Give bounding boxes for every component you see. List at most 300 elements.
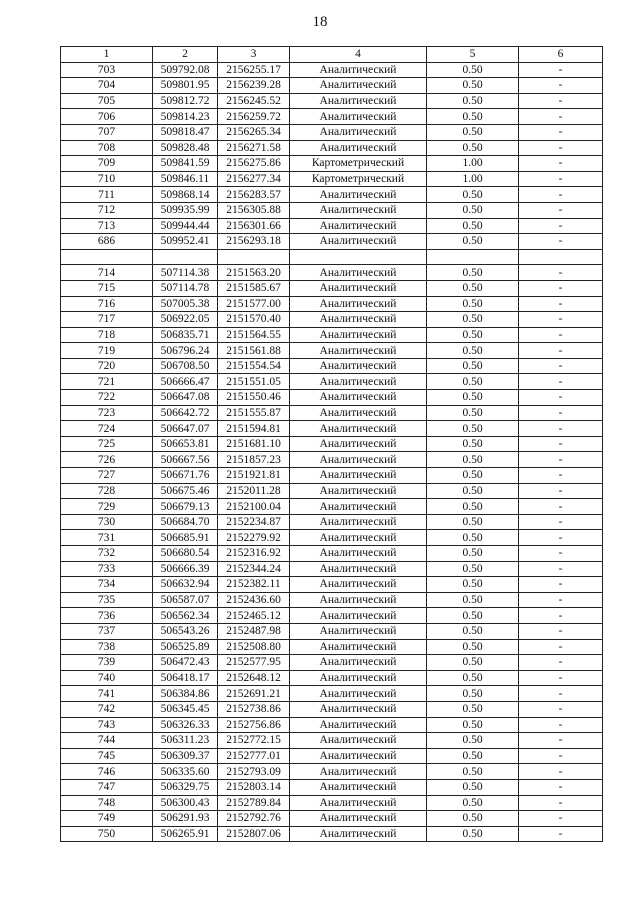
- note-cell: -: [519, 93, 603, 109]
- point-number-cell: 715: [61, 280, 153, 296]
- table-row: [61, 779, 603, 795]
- point-number-cell: 733: [61, 561, 153, 577]
- table-row: [61, 421, 603, 437]
- table-row: [61, 312, 603, 328]
- coordinates-table: [60, 46, 603, 842]
- y-coordinate-cell: 2156277.34: [218, 171, 290, 187]
- point-number-cell: 749: [61, 811, 153, 827]
- table-row: [61, 686, 603, 702]
- note-cell: -: [519, 811, 603, 827]
- point-number-cell: 729: [61, 499, 153, 515]
- method-cell: Аналитический: [290, 234, 427, 250]
- note-cell: -: [519, 717, 603, 733]
- table-row: [61, 795, 603, 811]
- note-cell: -: [519, 358, 603, 374]
- point-number-cell: 706: [61, 109, 153, 125]
- method-cell: Аналитический: [290, 670, 427, 686]
- point-number-cell: 739: [61, 655, 153, 671]
- x-coordinate-cell: 506472.43: [153, 655, 218, 671]
- point-number-cell: 735: [61, 592, 153, 608]
- accuracy-cell: 0.50: [427, 265, 519, 281]
- table-row: [61, 218, 603, 234]
- method-cell: [290, 249, 427, 265]
- accuracy-cell: 0.50: [427, 280, 519, 296]
- accuracy-cell: 0.50: [427, 78, 519, 94]
- point-number-cell: 740: [61, 670, 153, 686]
- note-cell: -: [519, 109, 603, 125]
- note-cell: -: [519, 686, 603, 702]
- method-cell: Аналитический: [290, 327, 427, 343]
- accuracy-cell: 1.00: [427, 171, 519, 187]
- accuracy-cell: 0.50: [427, 608, 519, 624]
- table-row: [61, 499, 603, 515]
- table-row: [61, 109, 603, 125]
- accuracy-cell: 0.50: [427, 124, 519, 140]
- y-coordinate-cell: 2152465.12: [218, 608, 290, 624]
- x-coordinate-cell: 506525.89: [153, 639, 218, 655]
- accuracy-cell: 0.50: [427, 701, 519, 717]
- method-cell: Аналитический: [290, 468, 427, 484]
- method-cell: Аналитический: [290, 530, 427, 546]
- method-cell: Аналитический: [290, 265, 427, 281]
- point-number-cell: 714: [61, 265, 153, 281]
- point-number-cell: 727: [61, 468, 153, 484]
- method-cell: Аналитический: [290, 405, 427, 421]
- method-cell: Картометрический: [290, 171, 427, 187]
- table-header: [61, 47, 603, 63]
- y-coordinate-cell: 2152756.86: [218, 717, 290, 733]
- x-coordinate-cell: 506345.45: [153, 701, 218, 717]
- x-coordinate-cell: 506679.13: [153, 499, 218, 515]
- table-row: [61, 140, 603, 156]
- y-coordinate-cell: 2152279.92: [218, 530, 290, 546]
- y-coordinate-cell: 2152648.12: [218, 670, 290, 686]
- accuracy-cell: 0.50: [427, 468, 519, 484]
- x-coordinate-cell: 509801.95: [153, 78, 218, 94]
- accuracy-cell: 0.50: [427, 826, 519, 842]
- note-cell: -: [519, 779, 603, 795]
- method-cell: Аналитический: [290, 795, 427, 811]
- table-row: [61, 62, 603, 78]
- accuracy-cell: 1.00: [427, 156, 519, 172]
- x-coordinate-cell: 509952.41: [153, 234, 218, 250]
- y-coordinate-cell: 2152803.14: [218, 779, 290, 795]
- y-coordinate-cell: 2152792.76: [218, 811, 290, 827]
- table-row: [61, 826, 603, 842]
- x-coordinate-cell: 506418.17: [153, 670, 218, 686]
- note-cell: -: [519, 436, 603, 452]
- table-row: [61, 592, 603, 608]
- table-row: [61, 577, 603, 593]
- note-cell: -: [519, 202, 603, 218]
- point-number-cell: 745: [61, 748, 153, 764]
- method-cell: Аналитический: [290, 561, 427, 577]
- x-coordinate-cell: 509818.47: [153, 124, 218, 140]
- x-coordinate-cell: 506265.91: [153, 826, 218, 842]
- note-cell: -: [519, 327, 603, 343]
- accuracy-cell: 0.50: [427, 390, 519, 406]
- y-coordinate-cell: 2151554.54: [218, 358, 290, 374]
- point-number-cell: 728: [61, 483, 153, 499]
- accuracy-cell: 0.50: [427, 62, 519, 78]
- y-coordinate-cell: 2152738.86: [218, 701, 290, 717]
- method-cell: Аналитический: [290, 514, 427, 530]
- note-cell: -: [519, 530, 603, 546]
- note-cell: -: [519, 546, 603, 562]
- y-coordinate-cell: 2151561.88: [218, 343, 290, 359]
- table-row: [61, 436, 603, 452]
- table-row: [61, 78, 603, 94]
- accuracy-cell: 0.50: [427, 327, 519, 343]
- table-row: [61, 717, 603, 733]
- table-row: [61, 623, 603, 639]
- page-number: 18: [312, 14, 328, 30]
- y-coordinate-cell: 2151550.46: [218, 390, 290, 406]
- x-coordinate-cell: 507005.38: [153, 296, 218, 312]
- y-coordinate-cell: 2152772.15: [218, 733, 290, 749]
- note-cell: -: [519, 296, 603, 312]
- method-cell: Аналитический: [290, 779, 427, 795]
- table-row: [61, 670, 603, 686]
- method-cell: Аналитический: [290, 764, 427, 780]
- note-cell: -: [519, 343, 603, 359]
- column-header-1: 1: [61, 47, 153, 63]
- x-coordinate-cell: 506667.56: [153, 452, 218, 468]
- x-coordinate-cell: 506335.60: [153, 764, 218, 780]
- point-number-cell: 726: [61, 452, 153, 468]
- x-coordinate-cell: 506680.54: [153, 546, 218, 562]
- y-coordinate-cell: 2156265.34: [218, 124, 290, 140]
- x-coordinate-cell: 506326.33: [153, 717, 218, 733]
- method-cell: Аналитический: [290, 436, 427, 452]
- x-coordinate-cell: 509841.59: [153, 156, 218, 172]
- note-cell: -: [519, 561, 603, 577]
- table-row: [61, 733, 603, 749]
- accuracy-cell: 0.50: [427, 93, 519, 109]
- point-number-cell: 723: [61, 405, 153, 421]
- method-cell: Аналитический: [290, 280, 427, 296]
- accuracy-cell: 0.50: [427, 639, 519, 655]
- x-coordinate-cell: 506384.86: [153, 686, 218, 702]
- note-cell: -: [519, 62, 603, 78]
- x-coordinate-cell: 506587.07: [153, 592, 218, 608]
- note-cell: -: [519, 405, 603, 421]
- y-coordinate-cell: 2152100.04: [218, 499, 290, 515]
- method-cell: Аналитический: [290, 343, 427, 359]
- accuracy-cell: 0.50: [427, 312, 519, 328]
- x-coordinate-cell: 506311.23: [153, 733, 218, 749]
- note-cell: -: [519, 374, 603, 390]
- note-cell: -: [519, 280, 603, 296]
- method-cell: Аналитический: [290, 748, 427, 764]
- y-coordinate-cell: 2151585.67: [218, 280, 290, 296]
- x-coordinate-cell: 506642.72: [153, 405, 218, 421]
- y-coordinate-cell: 2156239.28: [218, 78, 290, 94]
- point-number-cell: 731: [61, 530, 153, 546]
- accuracy-cell: 0.50: [427, 499, 519, 515]
- table-row: [61, 187, 603, 203]
- accuracy-cell: 0.50: [427, 358, 519, 374]
- table-row: [61, 561, 603, 577]
- method-cell: Аналитический: [290, 452, 427, 468]
- note-cell: -: [519, 514, 603, 530]
- y-coordinate-cell: 2151921.81: [218, 468, 290, 484]
- note-cell: [519, 249, 603, 265]
- accuracy-cell: 0.50: [427, 234, 519, 250]
- note-cell: -: [519, 639, 603, 655]
- method-cell: Аналитический: [290, 483, 427, 499]
- method-cell: Аналитический: [290, 608, 427, 624]
- y-coordinate-cell: 2151563.20: [218, 265, 290, 281]
- x-coordinate-cell: 506708.50: [153, 358, 218, 374]
- point-number-cell: 710: [61, 171, 153, 187]
- y-coordinate-cell: 2156255.17: [218, 62, 290, 78]
- accuracy-cell: 0.50: [427, 218, 519, 234]
- accuracy-cell: 0.50: [427, 452, 519, 468]
- point-number-cell: 711: [61, 187, 153, 203]
- method-cell: Аналитический: [290, 639, 427, 655]
- y-coordinate-cell: 2151555.87: [218, 405, 290, 421]
- method-cell: Аналитический: [290, 202, 427, 218]
- table-row: [61, 608, 603, 624]
- point-number-cell: 724: [61, 421, 153, 437]
- note-cell: -: [519, 468, 603, 484]
- note-cell: -: [519, 124, 603, 140]
- accuracy-cell: 0.50: [427, 733, 519, 749]
- accuracy-cell: 0.50: [427, 421, 519, 437]
- accuracy-cell: [427, 249, 519, 265]
- accuracy-cell: 0.50: [427, 811, 519, 827]
- y-coordinate-cell: 2151594.81: [218, 421, 290, 437]
- x-coordinate-cell: 509792.08: [153, 62, 218, 78]
- accuracy-cell: 0.50: [427, 592, 519, 608]
- accuracy-cell: 0.50: [427, 343, 519, 359]
- point-number-cell: 743: [61, 717, 153, 733]
- method-cell: Аналитический: [290, 717, 427, 733]
- table-row: [61, 343, 603, 359]
- table-row: [61, 124, 603, 140]
- x-coordinate-cell: 509944.44: [153, 218, 218, 234]
- method-cell: Картометрический: [290, 156, 427, 172]
- point-number-cell: 748: [61, 795, 153, 811]
- method-cell: Аналитический: [290, 312, 427, 328]
- table-row: [61, 655, 603, 671]
- accuracy-cell: 0.50: [427, 717, 519, 733]
- x-coordinate-cell: 506543.26: [153, 623, 218, 639]
- x-coordinate-cell: 509935.99: [153, 202, 218, 218]
- method-cell: Аналитический: [290, 93, 427, 109]
- y-coordinate-cell: 2156301.66: [218, 218, 290, 234]
- accuracy-cell: 0.50: [427, 530, 519, 546]
- column-header-4: 4: [290, 47, 427, 63]
- point-number-cell: 705: [61, 93, 153, 109]
- column-header-6: 6: [519, 47, 603, 63]
- table-body: [61, 62, 603, 842]
- accuracy-cell: 0.50: [427, 202, 519, 218]
- note-cell: -: [519, 156, 603, 172]
- method-cell: Аналитический: [290, 218, 427, 234]
- point-number-cell: 742: [61, 701, 153, 717]
- point-number-cell: 686: [61, 234, 153, 250]
- table-row: [61, 202, 603, 218]
- x-coordinate-cell: 506647.08: [153, 390, 218, 406]
- point-number-cell: 732: [61, 546, 153, 562]
- column-header-5: 5: [427, 47, 519, 63]
- point-number-cell: 734: [61, 577, 153, 593]
- table-row: [61, 327, 603, 343]
- y-coordinate-cell: 2156271.58: [218, 140, 290, 156]
- x-coordinate-cell: 506835.71: [153, 327, 218, 343]
- method-cell: Аналитический: [290, 187, 427, 203]
- table-row: [61, 280, 603, 296]
- table-row: [61, 93, 603, 109]
- y-coordinate-cell: 2152508.80: [218, 639, 290, 655]
- point-number-cell: 750: [61, 826, 153, 842]
- accuracy-cell: 0.50: [427, 779, 519, 795]
- y-coordinate-cell: 2151681.10: [218, 436, 290, 452]
- table-row: [61, 701, 603, 717]
- x-coordinate-cell: 507114.78: [153, 280, 218, 296]
- accuracy-cell: 0.50: [427, 514, 519, 530]
- note-cell: -: [519, 764, 603, 780]
- note-cell: -: [519, 826, 603, 842]
- table-row: [61, 483, 603, 499]
- method-cell: Аналитический: [290, 701, 427, 717]
- x-coordinate-cell: [153, 249, 218, 265]
- x-coordinate-cell: 509846.11: [153, 171, 218, 187]
- table-row: [61, 748, 603, 764]
- x-coordinate-cell: 506671.76: [153, 468, 218, 484]
- y-coordinate-cell: 2156283.57: [218, 187, 290, 203]
- method-cell: Аналитический: [290, 421, 427, 437]
- accuracy-cell: 0.50: [427, 686, 519, 702]
- note-cell: -: [519, 78, 603, 94]
- x-coordinate-cell: 506632.94: [153, 577, 218, 593]
- point-number-cell: 738: [61, 639, 153, 655]
- table-row: [61, 546, 603, 562]
- method-cell: Аналитический: [290, 655, 427, 671]
- table-row: [61, 514, 603, 530]
- table-row: [61, 639, 603, 655]
- note-cell: -: [519, 577, 603, 593]
- y-coordinate-cell: 2156275.86: [218, 156, 290, 172]
- note-cell: -: [519, 701, 603, 717]
- note-cell: -: [519, 748, 603, 764]
- y-coordinate-cell: 2152011.28: [218, 483, 290, 499]
- table-row: [61, 374, 603, 390]
- table-row: [61, 249, 603, 265]
- note-cell: -: [519, 655, 603, 671]
- y-coordinate-cell: 2156293.18: [218, 234, 290, 250]
- accuracy-cell: 0.50: [427, 764, 519, 780]
- point-number-cell: 736: [61, 608, 153, 624]
- point-number-cell: 721: [61, 374, 153, 390]
- method-cell: Аналитический: [290, 733, 427, 749]
- y-coordinate-cell: 2152789.84: [218, 795, 290, 811]
- note-cell: -: [519, 608, 603, 624]
- method-cell: Аналитический: [290, 686, 427, 702]
- table-row: [61, 156, 603, 172]
- accuracy-cell: 0.50: [427, 374, 519, 390]
- method-cell: Аналитический: [290, 577, 427, 593]
- point-number-cell: 718: [61, 327, 153, 343]
- accuracy-cell: 0.50: [427, 748, 519, 764]
- note-cell: -: [519, 795, 603, 811]
- y-coordinate-cell: 2152777.01: [218, 748, 290, 764]
- accuracy-cell: 0.50: [427, 577, 519, 593]
- method-cell: Аналитический: [290, 623, 427, 639]
- table-row: [61, 452, 603, 468]
- accuracy-cell: 0.50: [427, 670, 519, 686]
- note-cell: -: [519, 171, 603, 187]
- point-number-cell: 709: [61, 156, 153, 172]
- header-row: [61, 47, 603, 63]
- x-coordinate-cell: 506309.37: [153, 748, 218, 764]
- point-number-cell: 713: [61, 218, 153, 234]
- accuracy-cell: 0.50: [427, 436, 519, 452]
- point-number-cell: 712: [61, 202, 153, 218]
- point-number-cell: [61, 249, 153, 265]
- method-cell: Аналитический: [290, 499, 427, 515]
- method-cell: Аналитический: [290, 546, 427, 562]
- y-coordinate-cell: 2152382.11: [218, 577, 290, 593]
- x-coordinate-cell: 506300.43: [153, 795, 218, 811]
- x-coordinate-cell: 509868.14: [153, 187, 218, 203]
- y-coordinate-cell: 2152436.60: [218, 592, 290, 608]
- note-cell: -: [519, 483, 603, 499]
- point-number-cell: 719: [61, 343, 153, 359]
- x-coordinate-cell: 506922.05: [153, 312, 218, 328]
- point-number-cell: 722: [61, 390, 153, 406]
- note-cell: -: [519, 499, 603, 515]
- note-cell: -: [519, 187, 603, 203]
- point-number-cell: 737: [61, 623, 153, 639]
- note-cell: -: [519, 623, 603, 639]
- note-cell: -: [519, 312, 603, 328]
- method-cell: Аналитический: [290, 826, 427, 842]
- y-coordinate-cell: 2152487.98: [218, 623, 290, 639]
- point-number-cell: 704: [61, 78, 153, 94]
- table-row: [61, 811, 603, 827]
- y-coordinate-cell: 2156245.52: [218, 93, 290, 109]
- y-coordinate-cell: 2152316.92: [218, 546, 290, 562]
- note-cell: -: [519, 390, 603, 406]
- x-coordinate-cell: 506684.70: [153, 514, 218, 530]
- accuracy-cell: 0.50: [427, 623, 519, 639]
- column-header-2: 2: [153, 47, 218, 63]
- point-number-cell: 746: [61, 764, 153, 780]
- y-coordinate-cell: 2156259.72: [218, 109, 290, 125]
- method-cell: Аналитический: [290, 78, 427, 94]
- y-coordinate-cell: 2152807.06: [218, 826, 290, 842]
- point-number-cell: 707: [61, 124, 153, 140]
- table-row: [61, 468, 603, 484]
- note-cell: -: [519, 592, 603, 608]
- point-number-cell: 720: [61, 358, 153, 374]
- y-coordinate-cell: 2152691.21: [218, 686, 290, 702]
- x-coordinate-cell: 506653.81: [153, 436, 218, 452]
- method-cell: Аналитический: [290, 62, 427, 78]
- x-coordinate-cell: 509812.72: [153, 93, 218, 109]
- x-coordinate-cell: 506329.75: [153, 779, 218, 795]
- method-cell: Аналитический: [290, 109, 427, 125]
- accuracy-cell: 0.50: [427, 296, 519, 312]
- table-row: [61, 764, 603, 780]
- method-cell: Аналитический: [290, 811, 427, 827]
- method-cell: Аналитический: [290, 296, 427, 312]
- method-cell: Аналитический: [290, 592, 427, 608]
- y-coordinate-cell: 2152577.95: [218, 655, 290, 671]
